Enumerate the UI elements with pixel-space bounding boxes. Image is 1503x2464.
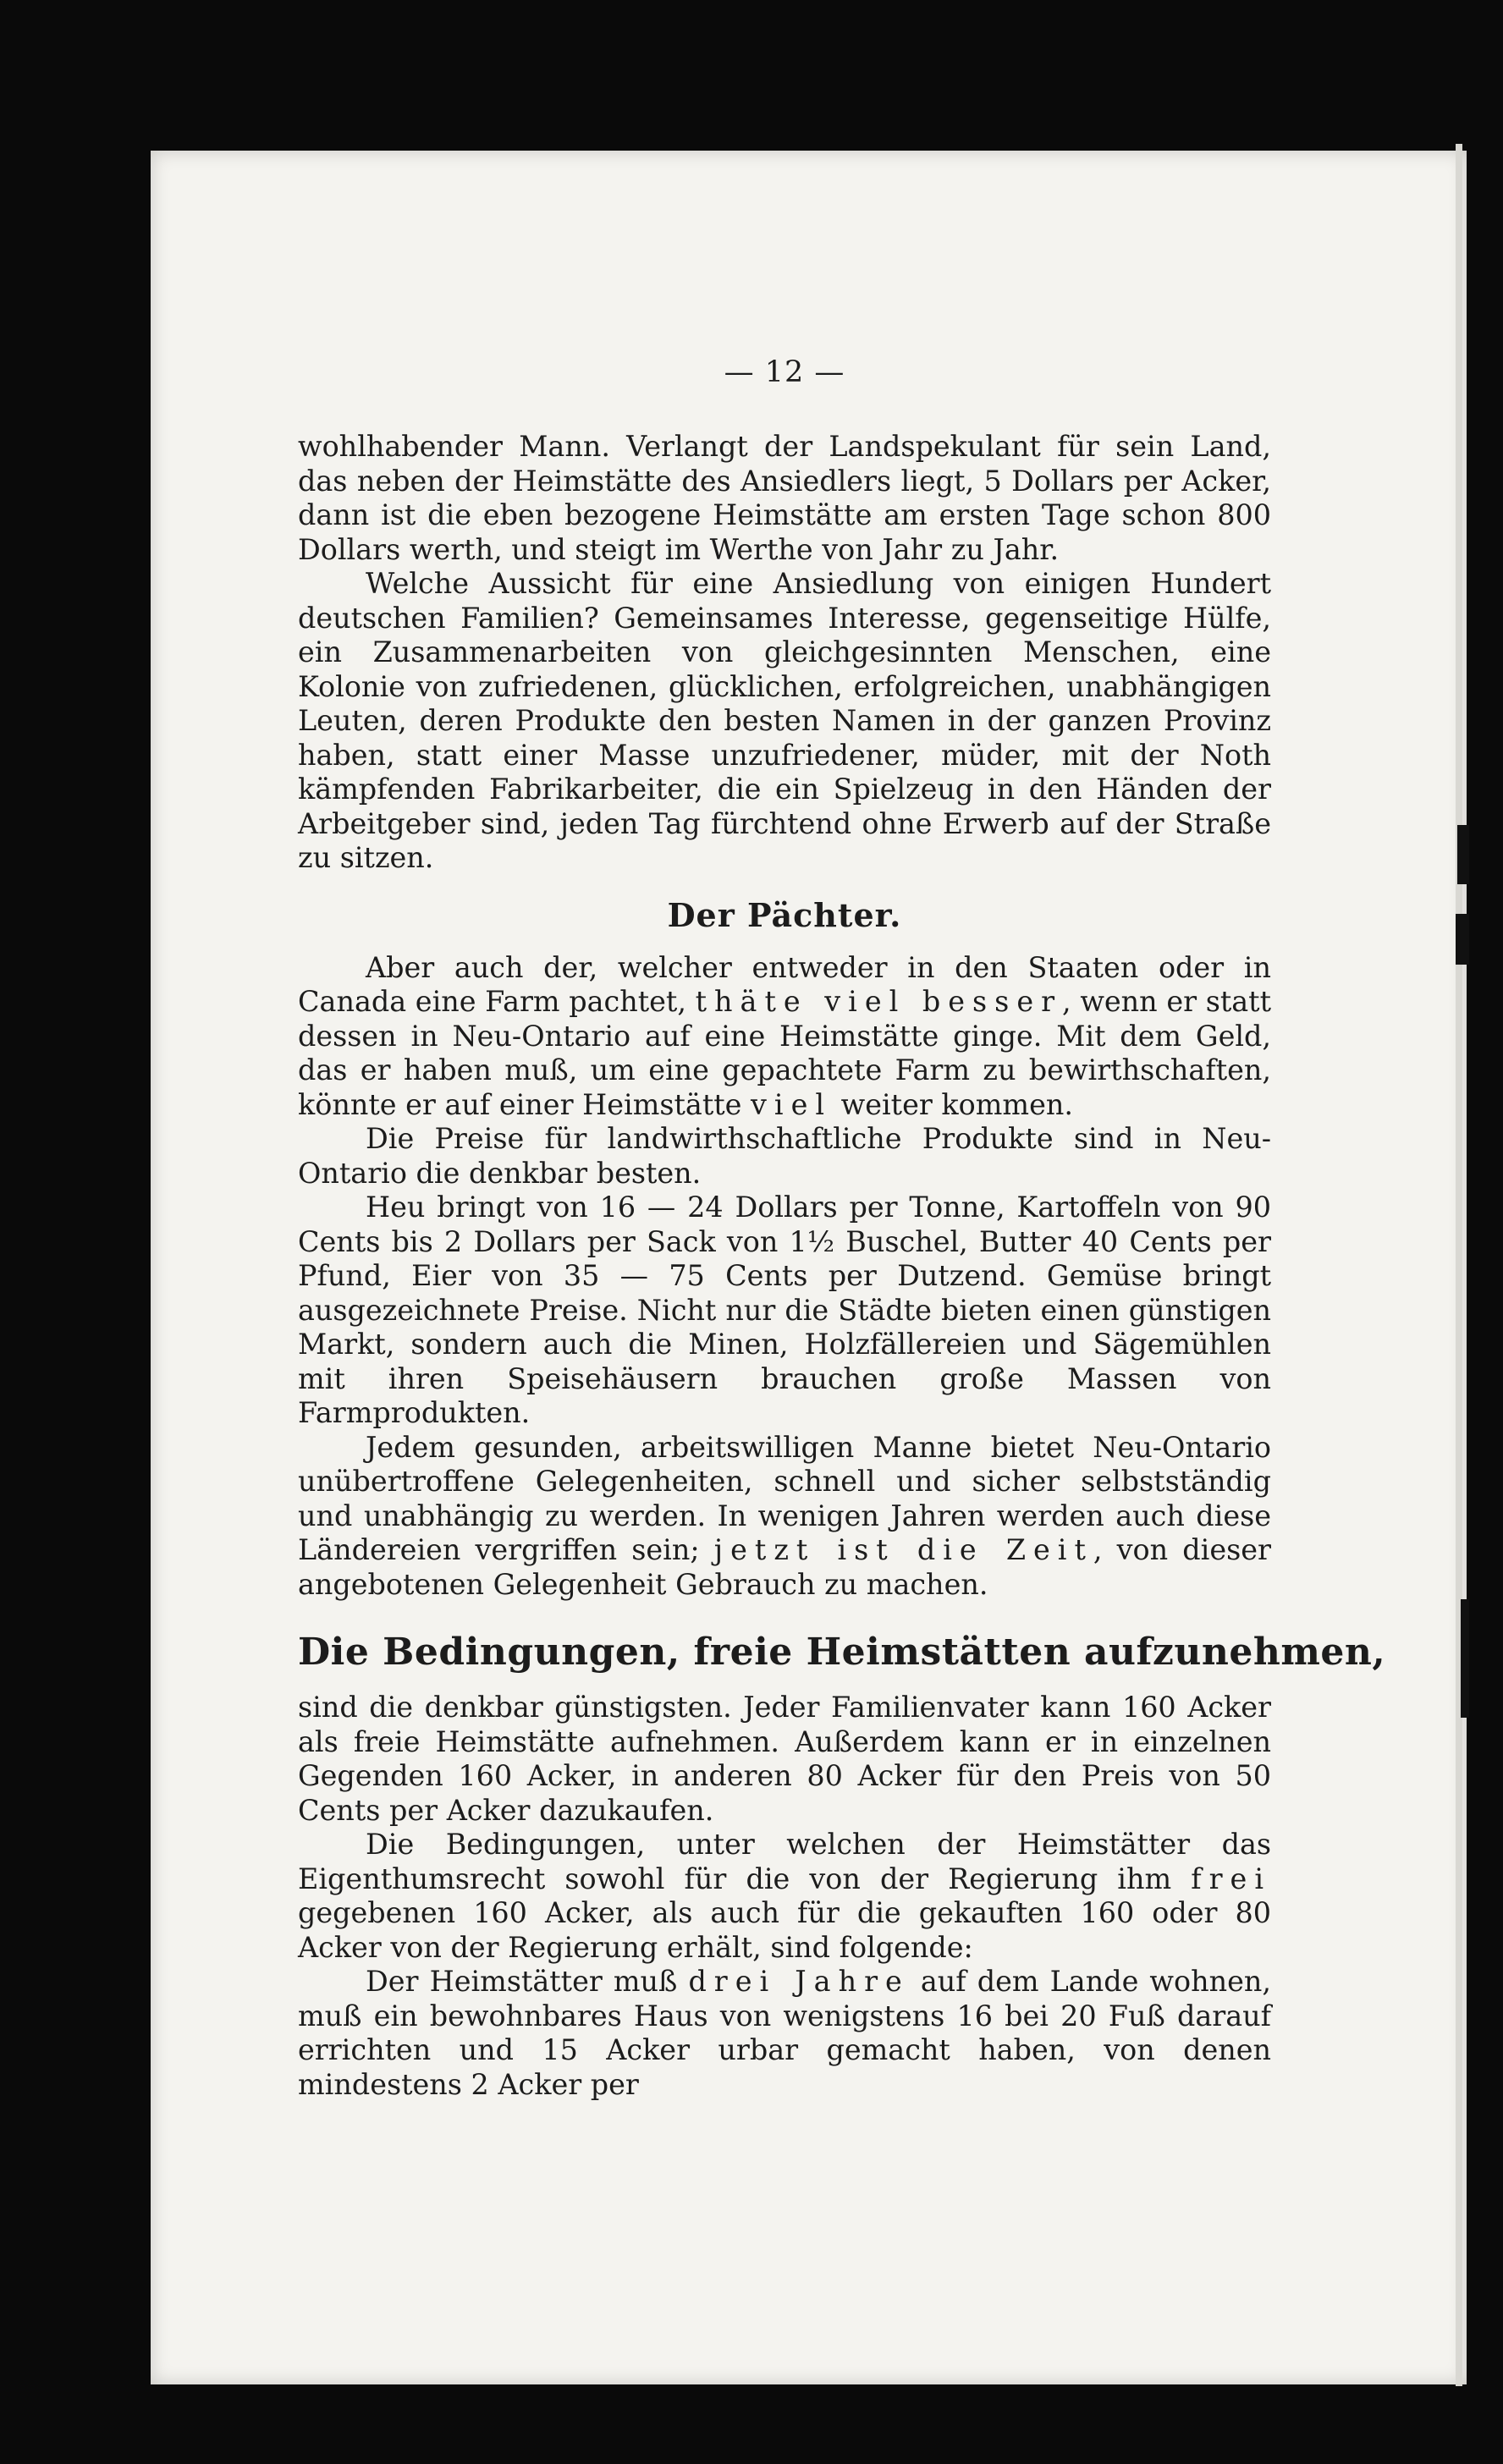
binding-thread-mark bbox=[1457, 825, 1469, 884]
paragraph: Aber auch der, welcher entweder in den Staaten oder in Canada eine Farm pachtet, thäte viel besser, wenn er statt dessen in Neu-Ontario auf eine Heimstätte ginge. Mit dem Geld, das er haben muß, um eine gepachtete Farm zu bewirthschaften, könnte er auf einer Heimstätte viel weiter kommen. bbox=[298, 950, 1271, 1121]
emphasized-text: drei Jahre bbox=[688, 1965, 910, 1998]
paragraph: Jedem gesunden, arbeitswilligen Manne bietet Neu-Ontario unübertroffene Gelegenheiten, schnell und sicher selbstständig und unabhängig zu werden. In wenigen Jahren werden auch diese Ländereien vergriffen sein; jetzt ist die Zeit, von dieser angebotenen Gelegenheit Gebrauch zu machen. bbox=[298, 1430, 1271, 1601]
paragraph: wohlhabender Mann. Verlangt der Landspekulant für sein Land, das neben der Heimstätte des Ansiedlers liegt, 5 Dollars per Acker, dann ist die eben bezogene Heimstätte am ersten Tage schon 800 Dollars werth, und steigt im Werthe von Jahr zu Jahr. bbox=[298, 430, 1271, 566]
paragraph: sind die denkbar günstigsten. Jeder Familienvater kann 160 Acker als freie Heimstätte aufnehmen. Außerdem kann er in einzelnen Gegenden 160 Acker, in anderen 80 Acker für den Preis von 50 Cents per Acker dazukaufen. bbox=[298, 1691, 1271, 1827]
emphasized-text: frei bbox=[1191, 1862, 1271, 1895]
page-number: — 12 — bbox=[724, 355, 845, 389]
page-text bbox=[298, 355, 1386, 2102]
paragraph: Welche Aussicht für eine Ansiedlung von einigen Hundert deutschen Familien? Gemeinsames Interesse, gegenseitige Hülfe, ein Zusammenarbeiten von gleichgesinnten Menschen, eine Kolonie von zufriedenen, glücklichen, erfolgreichen, unabhängigen Leuten, deren Produkte den besten Namen in der ganzen Provinz haben, statt einer Masse unzufriedener, müder, mit der Noth kämpfenden Fabrikarbeiter, die ein Spielzeug in den Händen der Arbeitgeber sind, jeden Tag fürchtend ohne Erwerb auf der Straße zu sitzen. bbox=[298, 567, 1271, 874]
emphasized-text: thäte viel besser bbox=[695, 985, 1063, 1018]
paragraph: Der Heimstätter muß drei Jahre auf dem Lande wohnen, muß ein bewohnbares Haus von wenigstens 16 bei 20 Fuß darauf errichten und 15 Acker urbar gemacht haben, von denen mindestens 2 Acker per bbox=[298, 1965, 1271, 2101]
emphasized-text: jetzt ist die Zeit bbox=[713, 1533, 1093, 1566]
paragraph: Heu bringt von 16 — 24 Dollars per Tonne, Kartoffeln von 90 Cents bis 2 Dollars per Sack von 1½ Buschel, Butter 40 Cents per Pfund, Eier von 35 — 75 Cents per Dutzend. Gemüse bringt ausgezeichnete Preise. Nicht nur die Städte bieten einen günstigen Markt, sondern auch die Minen, Holzfällereien und Sägemühlen mit ihren Speisehäusern brauchen große Massen von Farmprodukten. bbox=[298, 1191, 1271, 1429]
page-edge bbox=[1456, 144, 1462, 2386]
binding-thread-mark bbox=[1461, 1599, 1469, 1718]
section-heading: Der Pächter. bbox=[667, 895, 902, 934]
emphasized-text: viel bbox=[751, 1087, 833, 1121]
section-heading: Die Bedingungen, freie Heimstätten aufzunehmen, bbox=[298, 1631, 1386, 1674]
binding-thread-mark bbox=[1456, 914, 1469, 965]
paragraph: Die Bedingungen, unter welchen der Heimstätter das Eigenthumsrecht sowohl für die von der Regierung ihm frei gegebenen 160 Acker, als auch für die gekauften 160 oder 80 Acker von der Regierung erhält, sind folgende: bbox=[298, 1828, 1271, 1964]
paragraph: Die Preise für landwirthschaftliche Produkte sind in Neu-Ontario die denkbar besten. bbox=[298, 1122, 1271, 1190]
